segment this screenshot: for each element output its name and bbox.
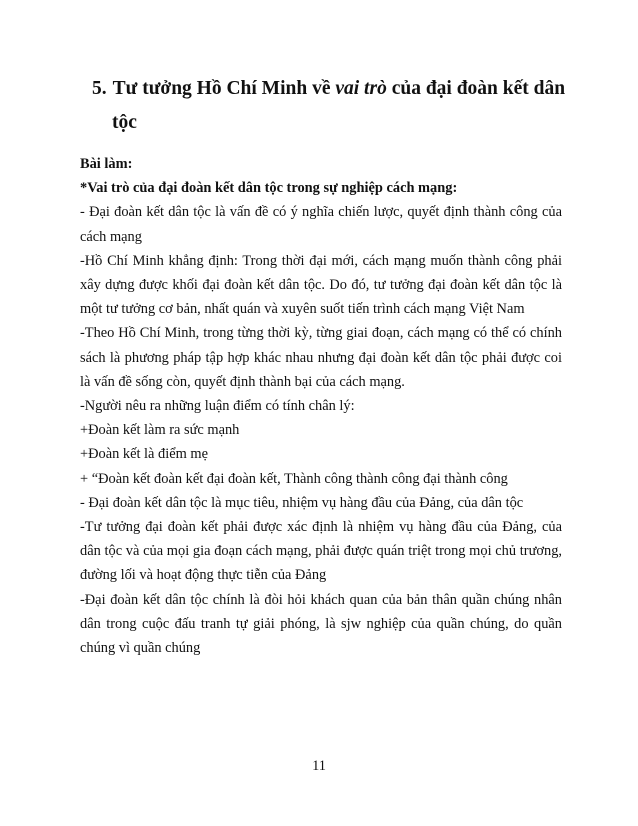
paragraph: Bài làm: [80,156,133,172]
paragraph: - Đại đoàn kết dân tộc là vấn đề có ý nghĩa chiến lược, quyết định thành công của cách mạng [80,204,562,245]
paragraph: -Tư tưởng đại đoàn kết phải được xác định là nhiệm vụ hàng đầu của Đảng, của dân tộc và của mọi gia đoạn cách mạng, phải được quán triệt trong mọi chủ trương, đường lối và hoạt động thực tiễn của Đảng [80,519,562,584]
body-text [80,152,562,660]
section-heading [92,72,572,140]
section-number: 5. [92,78,107,99]
paragraph: -Theo Hồ Chí Minh, trong từng thời kỳ, từng giai đoạn, cách mạng có thể có chính sách là phương pháp tập hợp khác nhau nhưng đại đoàn kết dân tộc phải được coi là vấn đề sống còn, quyết định thành bại của cách mạng. [80,325,562,390]
paragraph: *Vai trò của đại đoàn kết dân tộc trong sự nghiệp cách mạng: [80,180,458,197]
paragraph: +Đoàn kết là điểm mẹ [80,446,208,463]
paragraph: -Người nêu ra những luận điểm có tính chân lý: [80,398,355,415]
page-number: 11 [312,758,326,774]
heading-line-2: tộc [112,112,137,133]
paragraph: - Đại đoàn kết dân tộc là mục tiêu, nhiệm vụ hàng đầu của Đảng, của dân tộc [80,494,524,511]
heading-text-start: Tư tưởng Hồ Chí Minh về [112,78,336,99]
heading-text-end: của đại đoàn kết dân [386,78,566,99]
paragraph: -Hồ Chí Minh khẳng định: Trong thời đại mới, cách mạng muốn thành công phải xây dựng được khối đại đoàn kết dân tộc. Do đó, tư tưởng đại đoàn kết dân tộc là một tư tưởng cơ bản, nhất quán và xuyên suốt tiến trình cách mạng Việt Nam [80,252,562,318]
paragraph: +Đoàn kết làm ra sức mạnh [80,422,240,439]
heading-emphasis: vai trò [335,78,387,99]
paragraph: -Đại đoàn kết dân tộc chính là đòi hỏi khách quan của bản thân quần chúng nhân dân trong cuộc đấu tranh tự giải phóng, là sjw nghiệp của quần chúng, do quần chúng vì quần chúng [80,591,562,657]
paragraph: + “Đoàn kết đoàn kết đại đoàn kết, Thành công thành công đại thành công [80,470,508,487]
